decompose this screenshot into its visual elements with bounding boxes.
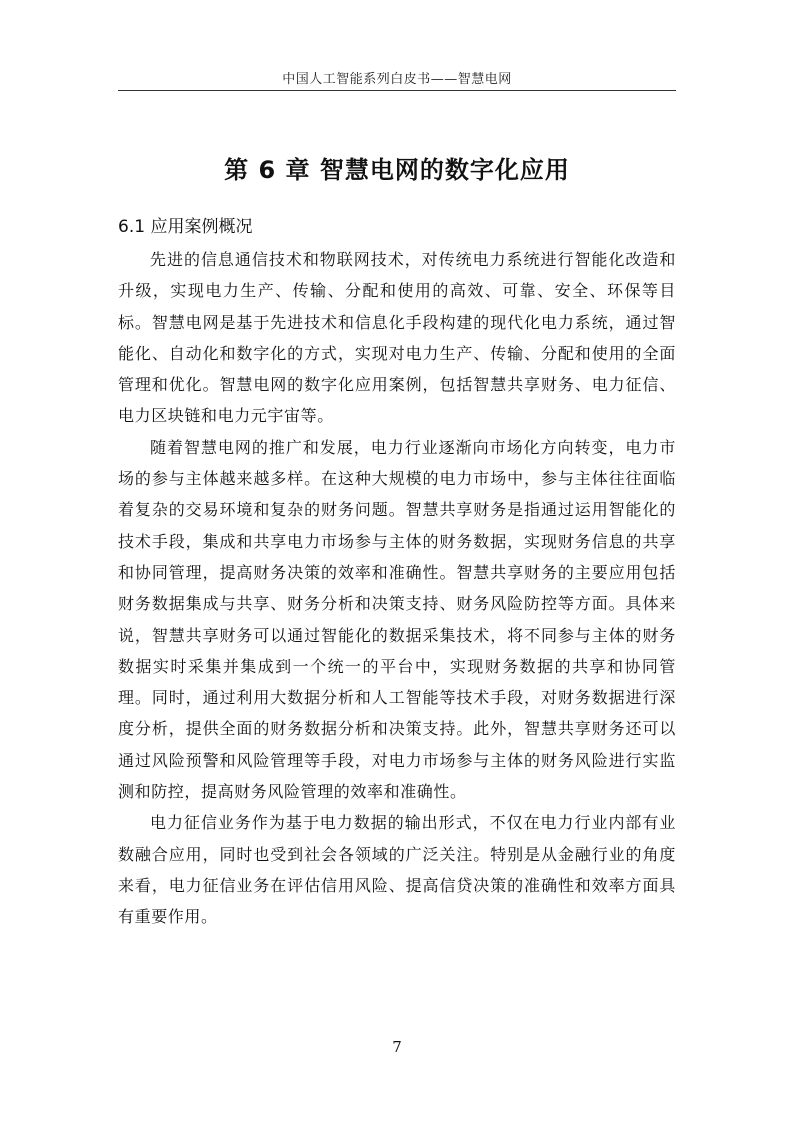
chapter-title: 第 6 章 智慧电网的数字化应用 [224, 156, 570, 184]
paragraph-1: 先进的信息通信技术和物联网技术，对传统电力系统进行智能化改造和升级，实现电力生产、传输、分配和使用的高效、可靠、安全、环保等目标。智慧电网是基于先进技术和信息化手段构建的现代化电力系统，通过智能化、自动化和数字化的方式，实现对电力生产、传输、分配和使用的全面管理和优化。智慧电网的数字化应用案例，包括智慧共享财务、电力征信、电力区块链和电力元宇宙等。 [118, 250, 676, 426]
page-number: 7 [392, 1038, 402, 1056]
paragraph-3: 电力征信业务作为基于电力数据的输出形式，不仅在电力行业内部有业数融合应用，同时也受到社会各领域的广泛关注。特别是从金融行业的角度来看，电力征信业务在评估信用风险、提高信贷决策的准确性和效率方面具有重要作用。 [118, 813, 676, 927]
section-title: 6.1 应用案例概况 [118, 217, 253, 237]
running-header: 中国人工智能系列白皮书——智慧电网 [282, 72, 512, 87]
paragraph-2: 随着智慧电网的推广和发展，电力行业逐渐向市场化方向转变，电力市场的参与主体越来越多样。在这种大规模的电力市场中，参与主体往往面临着复杂的交易环境和复杂的财务问题。智慧共享财务是指通过运用智能化的技术手段，集成和共享电力市场参与主体的财务数据，实现财务信息的共享和协同管理，提高财务决策的效率和准确性。智慧共享财务的主要应用包括财务数据集成与共享、财务分析和决策支持、财务风险防控等方面。具体来说，智慧共享财务可以通过智能化的数据采集技术，将不同参与主体的财务数据实时采集并集成到一个统一的平台中，实现财务数据的共享和协同管理。同时，通过利用大数据分析和人工智能等技术手段，对财务数据进行深度分析，提供全面的财务数据分析和决策支持。此外，智慧共享财务还可以通过风险预警和风险管理等手段，对电力市场参与主体的财务风险进行实监测和防控，提高财务风险管理的效率和准确性。 [118, 437, 676, 802]
header-divider [118, 90, 676, 91]
body-text [118, 244, 676, 933]
